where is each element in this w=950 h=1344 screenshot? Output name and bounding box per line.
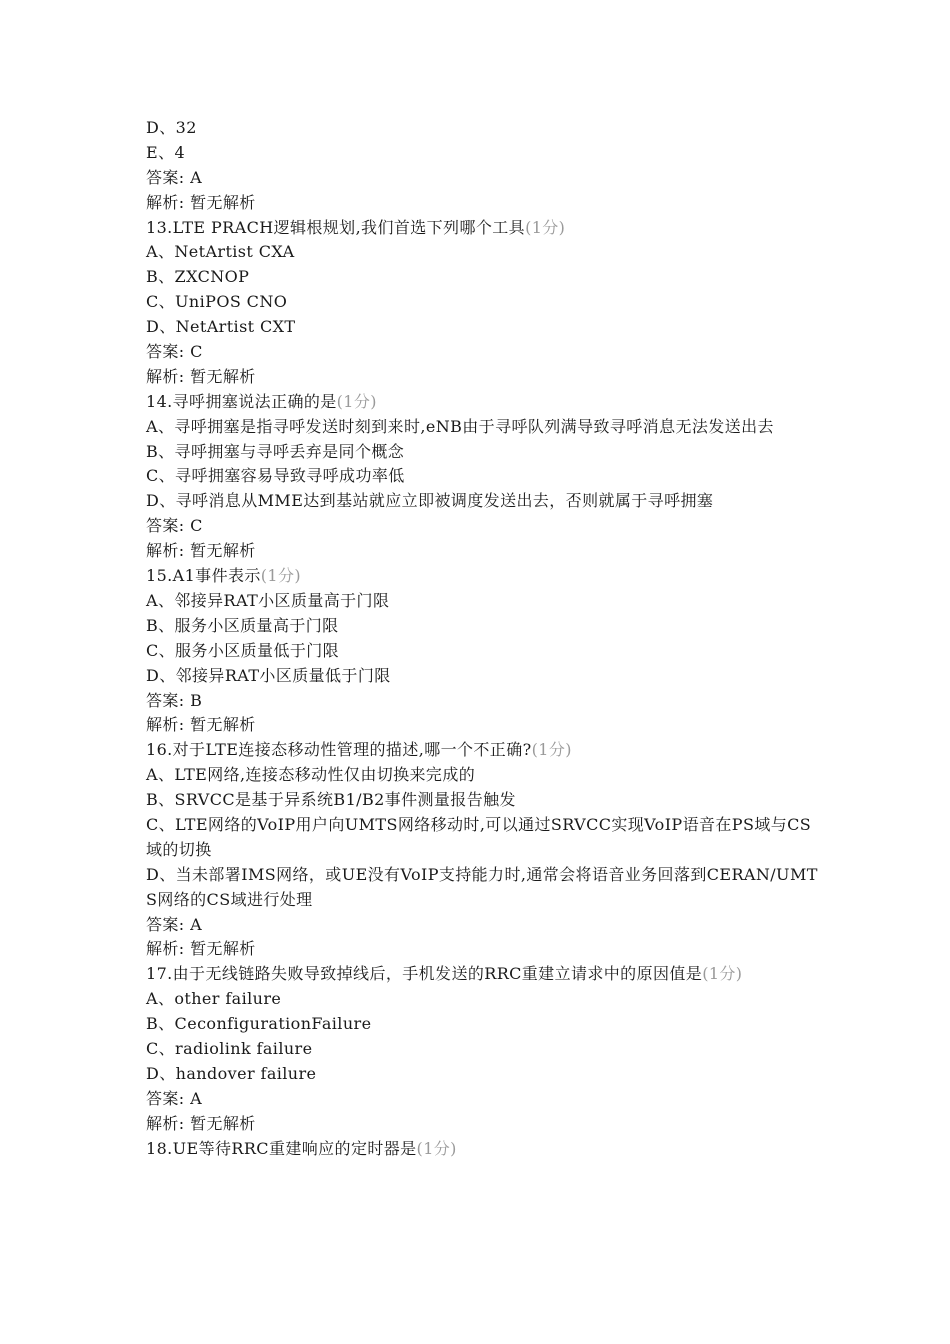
- question-15: [146, 564, 826, 738]
- score-label: (1分): [260, 566, 302, 586]
- analysis-line: 解析: 暂无解析: [146, 715, 256, 735]
- option-b: B、CeconfigurationFailure: [146, 1014, 372, 1034]
- option-c: C、寻呼拥塞容易导致寻呼成功率低: [146, 466, 405, 486]
- option-d: D、当未部署IMS网络，或UE没有VoIP支持能力时,通常会将语音业务回落到CERAN/UMTS网络的CS域进行处理: [146, 864, 818, 909]
- option-e: E、4: [146, 142, 186, 162]
- question-12-tail: [146, 116, 826, 216]
- question-stem: [146, 738, 826, 763]
- option-c: C、UniPOS CNO: [146, 292, 288, 312]
- question-13: [146, 216, 826, 390]
- option-b: B、ZXCNOP: [146, 267, 250, 287]
- option-a: A、LTE网络,连接态移动性仅由切换来完成的: [146, 765, 476, 785]
- option-d: D、32: [146, 118, 197, 137]
- question-text: 18.UE等待RRC重建响应的定时器是: [146, 1138, 417, 1158]
- analysis-line: 解析: 暂无解析: [146, 939, 256, 959]
- option-a: A、邻接异RAT小区质量高于门限: [146, 590, 390, 610]
- question-text: 17.由于无线链路失败导致掉线后，手机发送的RRC重建立请求中的原因值是: [146, 964, 703, 984]
- analysis-line: 解析: 暂无解析: [146, 541, 256, 561]
- option-a: A、other failure: [146, 989, 282, 1009]
- option-d: D、寻呼消息从MME达到基站就应立即被调度发送出去，否则就属于寻呼拥塞: [146, 491, 714, 511]
- question-17: [146, 962, 826, 1136]
- document-page: [146, 116, 826, 1162]
- option-b: B、服务小区质量高于门限: [146, 615, 339, 635]
- question-14: [146, 390, 826, 564]
- question-stem: [146, 962, 826, 987]
- option-d: D、邻接异RAT小区质量低于门限: [146, 665, 391, 685]
- question-text: 13.LTE PRACH逻辑根规划,我们首选下列哪个工具: [146, 217, 526, 237]
- option-d: D、handover failure: [146, 1063, 317, 1083]
- answer-line: 答案: A: [146, 914, 203, 934]
- answer-line: 答案: C: [146, 342, 203, 362]
- option-b: B、SRVCC是基于异系统B1/B2事件测量报告触发: [146, 790, 516, 810]
- score-label: (1分): [336, 391, 377, 411]
- question-16: [146, 738, 826, 962]
- answer-line: 答案: B: [146, 690, 203, 710]
- question-text: 15.A1事件表示: [146, 566, 261, 586]
- option-d: D、NetArtist CXT: [146, 317, 296, 337]
- question-18: [146, 1137, 826, 1162]
- answer-line: 答案: C: [146, 516, 203, 536]
- option-c: C、radiolink failure: [146, 1039, 313, 1059]
- score-label: (1分): [416, 1138, 457, 1158]
- option-a: A、NetArtist CXA: [146, 242, 295, 262]
- question-stem: [146, 390, 826, 415]
- question-text: 14.寻呼拥塞说法正确的是: [146, 391, 337, 411]
- question-stem: [146, 1137, 826, 1162]
- analysis-line: 解析: 暂无解析: [146, 1113, 256, 1133]
- answer-line: 答案: A: [146, 1088, 203, 1108]
- option-b: B、寻呼拥塞与寻呼丢弃是同个概念: [146, 441, 405, 461]
- score-label: (1分): [702, 964, 743, 984]
- analysis-line: 解析: 暂无解析: [146, 192, 256, 212]
- question-stem: [146, 564, 826, 589]
- analysis-line: 解析: 暂无解析: [146, 366, 256, 386]
- option-c: C、服务小区质量低于门限: [146, 640, 340, 660]
- option-a: A、寻呼拥塞是指寻呼发送时刻到来时,eNB由于寻呼队列满导致寻呼消息无法发送出去: [146, 416, 774, 436]
- score-label: (1分): [531, 740, 572, 760]
- question-text: 16.对于LTE连接态移动性管理的描述,哪一个不正确?: [146, 740, 532, 760]
- question-stem: [146, 216, 826, 241]
- option-c: C、LTE网络的VoIP用户向UMTS网络移动时,可以通过SRVCC实现VoIP语音在PS域与CS域的切换: [146, 814, 812, 859]
- score-label: (1分): [525, 217, 566, 237]
- answer-line: 答案: A: [146, 167, 203, 187]
